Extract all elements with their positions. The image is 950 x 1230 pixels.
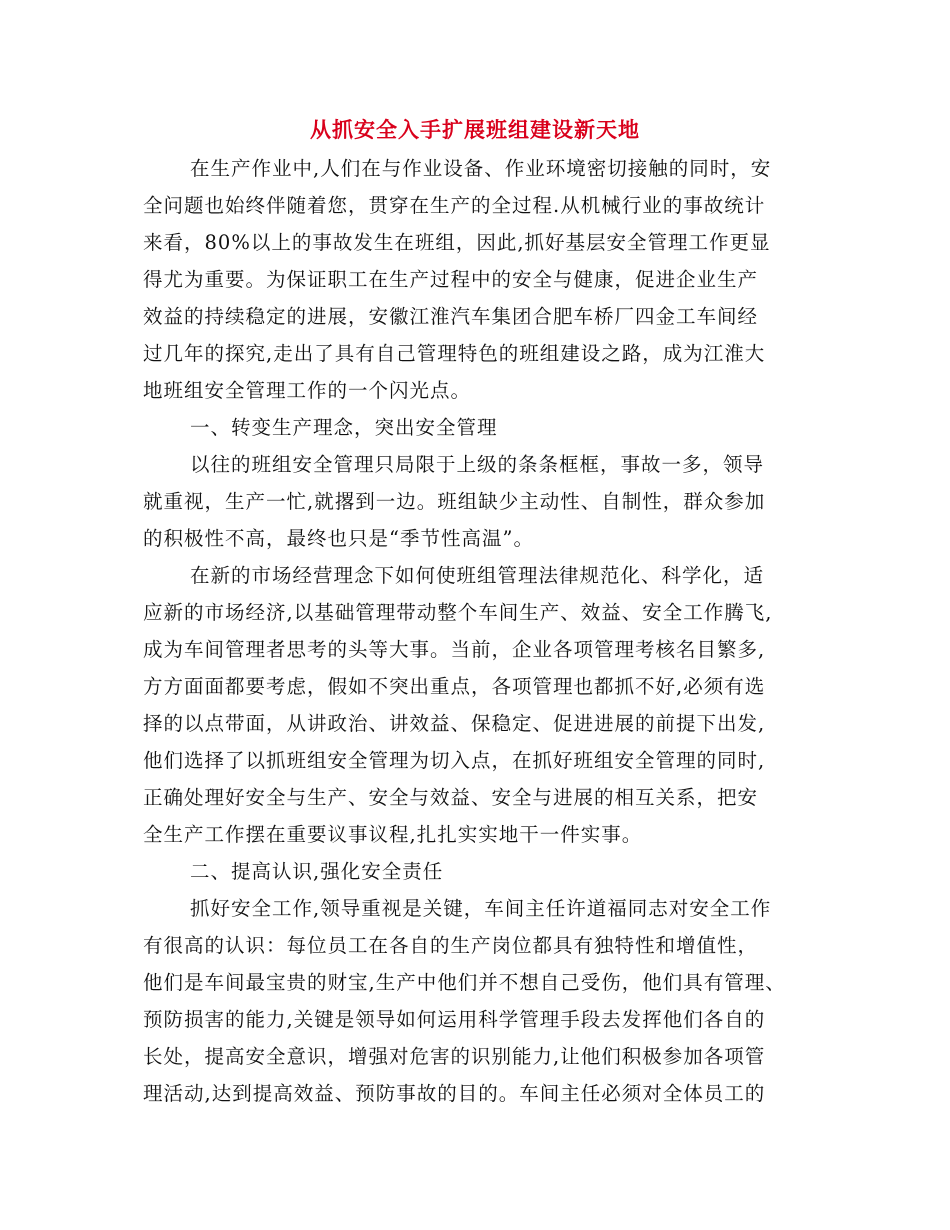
paragraph-line: 在生产作业中,人们在与作业设备、作业环境密切接触的同时，安 xyxy=(190,157,772,180)
section-heading: 一、转变生产理念，突出安全管理 xyxy=(190,416,498,439)
paragraph-line: 以往的班组安全管理只局限于上级的条条框框，事故一多，领导 xyxy=(190,453,765,476)
paragraph-line: 预防损害的能力,关键是领导如何运用科学管理手段去发挥他们各自的 xyxy=(143,1008,766,1031)
paragraph-line: 他们选择了以抓班组安全管理为切入点，在抓好班组安全管理的同时, xyxy=(143,749,766,772)
paragraph-line: 全问题也始终伴随着您，贯穿在生产的全过程.从机械行业的事故统计 xyxy=(143,194,766,217)
paragraph-line: 长处，提高安全意识，增强对危害的识别能力,让他们积极参加各项管 xyxy=(143,1045,766,1068)
paragraph-line: 在新的市场经营理念下如何使班组管理法律规范化、科学化，适 xyxy=(190,564,765,587)
paragraph-line: 抓好安全工作,领导重视是关键，车间主任许道福同志对安全工作 xyxy=(190,897,772,920)
paragraph-line: 就重视，生产一忙,就撂到一边。班组缺少主动性、自制性，群众参加 xyxy=(143,490,766,513)
paragraph-line: 方方面面都要考虑，假如不突出重点，各项管理也都抓不好,必须有选 xyxy=(143,675,766,698)
paragraph-line: 他们是车间最宝贵的财宝,生产中他们并不想自己受伤，他们具有管理、 xyxy=(143,971,786,994)
paragraph-line: 效益的持续稳定的进展，安徽江淮汽车集团合肥车桥厂四金工车间经 xyxy=(143,305,759,328)
paragraph-line: 应新的市场经济,以基础管理带动整个车间生产、效益、安全工作腾飞, xyxy=(143,601,773,624)
paragraph-line: 来看，80%以上的事故发生在班组，因此,抓好基层安全管理工作更显 xyxy=(143,231,771,254)
paragraph-line: 择的以点带面，从讲政治、讲效益、保稳定、促进进展的前提下出发, xyxy=(143,712,766,735)
paragraph-line: 正确处理好安全与生产、安全与效益、安全与进展的相互关系，把安 xyxy=(143,786,759,809)
section-heading: 二、提高认识,强化安全责任 xyxy=(190,860,444,883)
paragraph-line: 有很高的认识：每位员工在各自的生产岗位都具有独特性和增值性， xyxy=(143,934,759,957)
paragraph-line: 理活动,达到提高效益、预防事故的目的。车间主任必须对全体员工的 xyxy=(143,1082,766,1105)
paragraph-line: 成为车间管理者思考的头等大事。当前，企业各项管理考核名目繁多, xyxy=(143,638,766,661)
paragraph-line: 得尤为重要。为保证职工在生产过程中的安全与健康，促进企业生产 xyxy=(143,268,759,291)
paragraph-line: 全生产工作摆在重要议事议程,扎扎实实地干一件实事。 xyxy=(143,823,643,846)
paragraph-line: 的积极性不高，最终也只是“季节性高温”。 xyxy=(143,527,534,550)
paragraph-line: 地班组安全管理工作的一个闪光点。 xyxy=(143,379,472,402)
document-title: 从抓安全入手扩展班组建设新天地 xyxy=(310,117,640,142)
paragraph-line: 过几年的探究,走出了具有自己管理特色的班组建设之路，成为江淮大 xyxy=(143,342,766,365)
